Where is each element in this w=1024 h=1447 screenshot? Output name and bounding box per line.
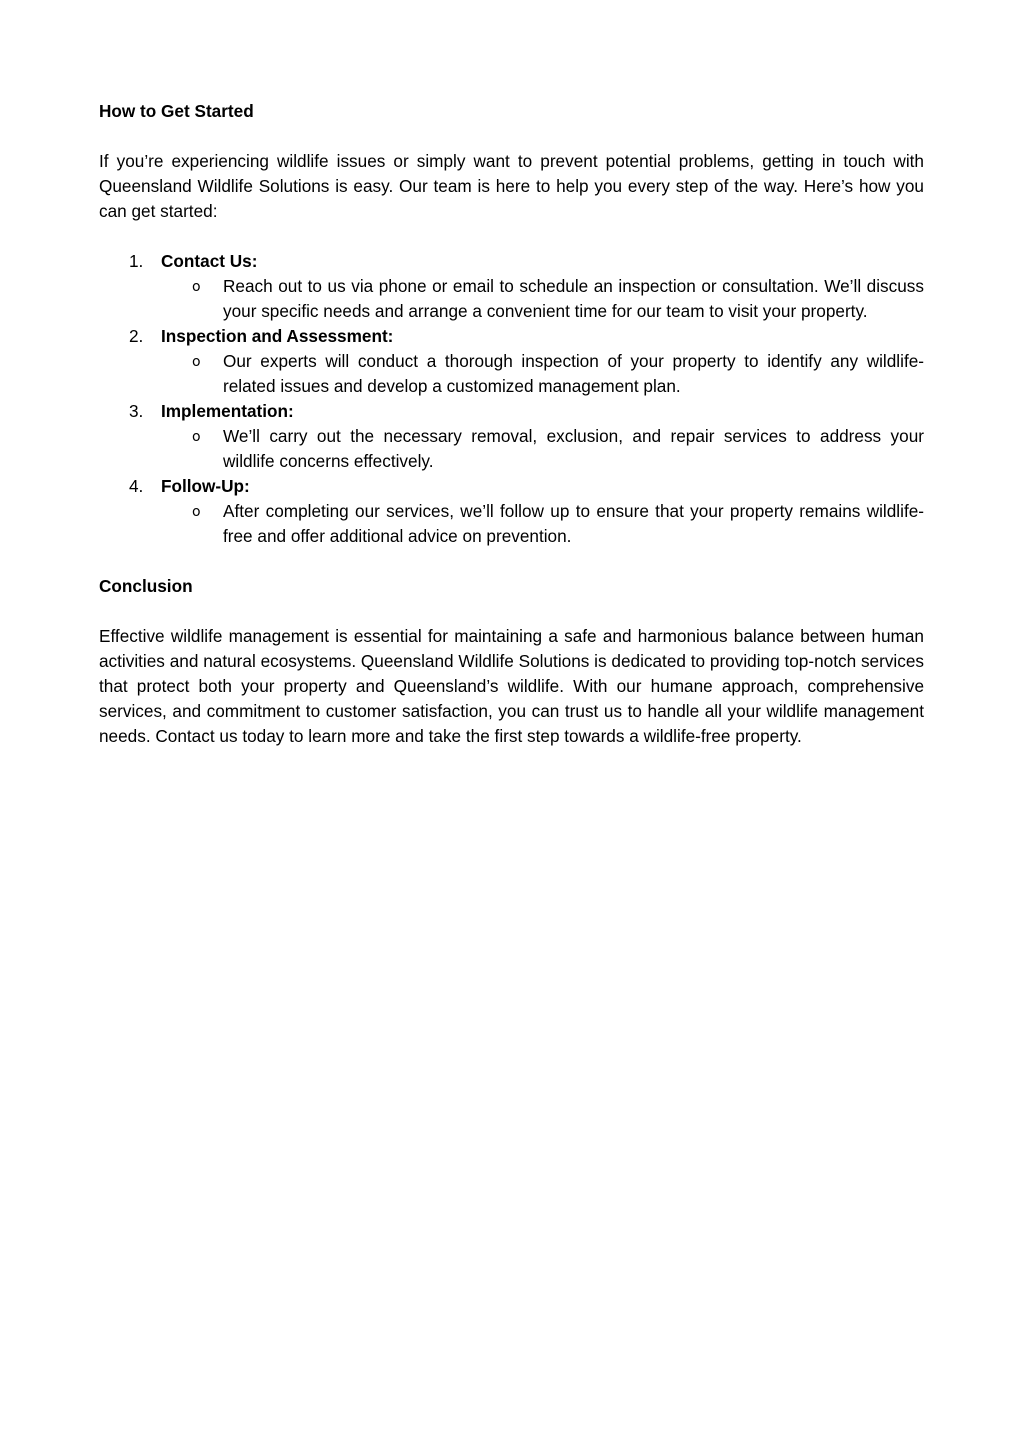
document-page <box>99 99 924 749</box>
circle-bullet-icon: o <box>192 429 201 445</box>
step-title: Contact Us: <box>161 251 258 271</box>
step-title: Follow-Up: <box>161 476 250 496</box>
step-number: 3. <box>129 401 144 421</box>
spacer <box>99 599 924 624</box>
step-heading <box>99 399 924 424</box>
step-heading <box>99 249 924 274</box>
step-heading <box>99 474 924 499</box>
step-detail <box>99 499 924 549</box>
list-item <box>99 324 924 399</box>
section-heading-conclusion: Conclusion <box>99 576 193 596</box>
conclusion-paragraph: Effective wildlife management is essential for maintaining a safe and harmonious balance between human activities and natural ecosystems. Queensland Wildlife Solutions is dedicated to providing top-notch services that protect both your property and Queensland’s wildlife. With our humane approach, comprehensive services, and commitment to customer satisfaction, you can trust us to handle all your wildlife management needs. Contact us today to learn more and take the first step towards a wildlife-free property. <box>99 626 924 746</box>
step-detail-text: Reach out to us via phone or email to schedule an inspection or consultation. We’ll discuss your specific needs and arrange a convenient time for our team to visit your property. <box>223 276 924 321</box>
step-detail-text: Our experts will conduct a thorough inspection of your property to identify any wildlife-related issues and develop a customized management plan. <box>223 351 924 396</box>
step-title: Inspection and Assessment: <box>161 326 394 346</box>
step-number: 4. <box>129 476 144 496</box>
section-heading-get-started: How to Get Started <box>99 101 254 121</box>
step-number: 2. <box>129 326 144 346</box>
list-item <box>99 474 924 549</box>
step-title: Implementation: <box>161 401 294 421</box>
spacer <box>99 124 924 149</box>
step-detail-text: We’ll carry out the necessary removal, exclusion, and repair services to address your wildlife concerns effectively. <box>223 426 924 471</box>
circle-bullet-icon: o <box>192 354 201 370</box>
steps-list <box>99 249 924 549</box>
circle-bullet-icon: o <box>192 504 201 520</box>
circle-bullet-icon: o <box>192 279 201 295</box>
step-heading <box>99 324 924 349</box>
list-item <box>99 399 924 474</box>
step-detail <box>99 274 924 324</box>
spacer <box>99 549 924 574</box>
step-detail <box>99 424 924 474</box>
intro-paragraph: If you’re experiencing wildlife issues or simply want to prevent potential problems, getting in touch with Queensland Wildlife Solutions is easy. Our team is here to help you every step of the way. Here’s how you can get started: <box>99 151 924 221</box>
list-item <box>99 249 924 324</box>
step-number: 1. <box>129 251 144 271</box>
spacer <box>99 224 924 249</box>
step-detail <box>99 349 924 399</box>
step-detail-text: After completing our services, we’ll follow up to ensure that your property remains wildlife-free and offer additional advice on prevention. <box>223 501 924 546</box>
